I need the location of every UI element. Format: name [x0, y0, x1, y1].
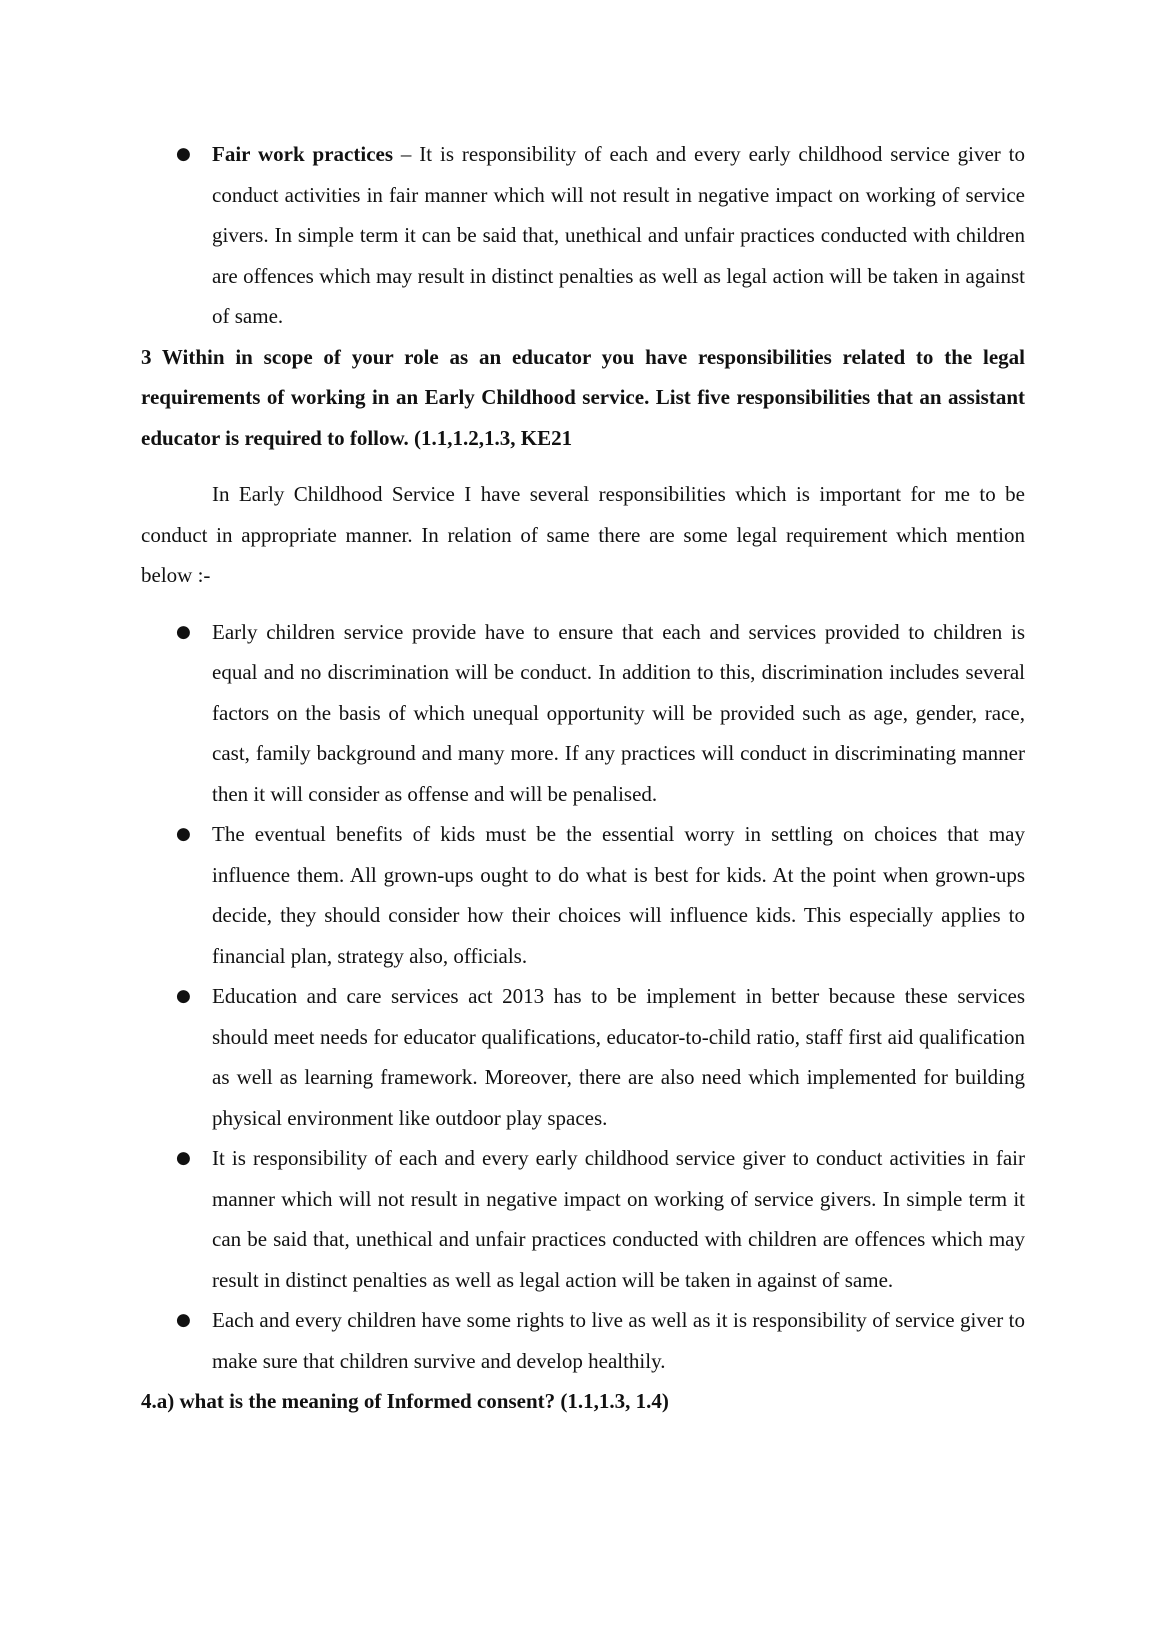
responsibilities-list — [141, 612, 1025, 1382]
list-item — [141, 814, 1025, 976]
fair-work-text: It is responsibility of each and every early childhood service giver to conduct activities in fair manner which will not result in negative impact on working of service givers. In simple term it can be said that, unethical and unfair practices conducted with children are offences which may result in distinct penalties as well as legal action will be taken in against of same. — [212, 142, 1026, 328]
bullet-icon: ● — [176, 824, 191, 844]
responsibility-text: Early children service provide have to ensure that each and services provided to children is equal and no discrimination will be conduct. In addition to this, discrimination includes several factors on the basis of which unequal opportunity will be provided such as age, gender, race, cast, family background and many more. If any practices will conduct in discriminating manner then it will consider as offense and will be penalised. — [212, 619, 1025, 806]
bullet-icon: ● — [176, 144, 191, 164]
responsibility-text: It is responsibility of each and every early childhood service giver to conduct activities in fair manner which will not result in negative impact on working of service givers. In simple term it can be said that, unethical and unfair practices conducted with children are offences which may result in distinct penalties as well as legal action will be taken in against of same. — [212, 1146, 1025, 1292]
question-4a-heading: 4.a) what is the meaning of Informed consent? (1.1,1.3, 1.4) — [141, 1389, 669, 1413]
intro-paragraph: In Early Childhood Service I have several responsibilities which is important for me to be conduct in appropriate manner. In relation of same there are some legal requirement which mention below :- — [141, 482, 1025, 587]
list-item — [141, 612, 1025, 815]
document-content — [141, 134, 1025, 1422]
bullet-icon: ● — [176, 1148, 191, 1168]
list-item — [141, 1300, 1025, 1381]
responsibility-text: Each and every children have some rights to live as well as it is responsibility of service giver to make sure that children survive and develop healthily. — [212, 1308, 1025, 1373]
bullet-icon: ● — [176, 986, 191, 1006]
fair-work-term: Fair work practices — [212, 142, 394, 166]
list-item — [141, 976, 1025, 1138]
responsibility-text: Education and care services act 2013 has to be implement in better because these services should meet needs for educator qualifications, educator-to-child ratio, staff first aid qualification as well as learning framework. Moreover, there are also need which implemented for building physical environment like outdoor play spaces. — [212, 984, 1025, 1130]
responsibility-text: The eventual benefits of kids must be the essential worry in settling on choices that may influence them. All grown-ups ought to do what is best for kids. At the point when grown-ups decide, they should consider how their choices will influence kids. This especially applies to financial plan, strategy also, officials. — [212, 822, 1025, 968]
list-item — [141, 1138, 1025, 1300]
list-item-fair-work-practices — [141, 134, 1025, 337]
bullet-icon: ● — [176, 1310, 191, 1330]
fair-work-separator: – — [393, 142, 420, 166]
question-3-heading: 3 Within in scope of your role as an educator you have responsibilities related to the legal requirements of working in an Early Childhood service. List five responsibilities that an assistant educator is required to follow. (1.1,1.2,1.3, KE21 — [141, 344, 1025, 450]
bullet-icon: ● — [176, 621, 191, 642]
fair-work-list — [141, 134, 1025, 337]
